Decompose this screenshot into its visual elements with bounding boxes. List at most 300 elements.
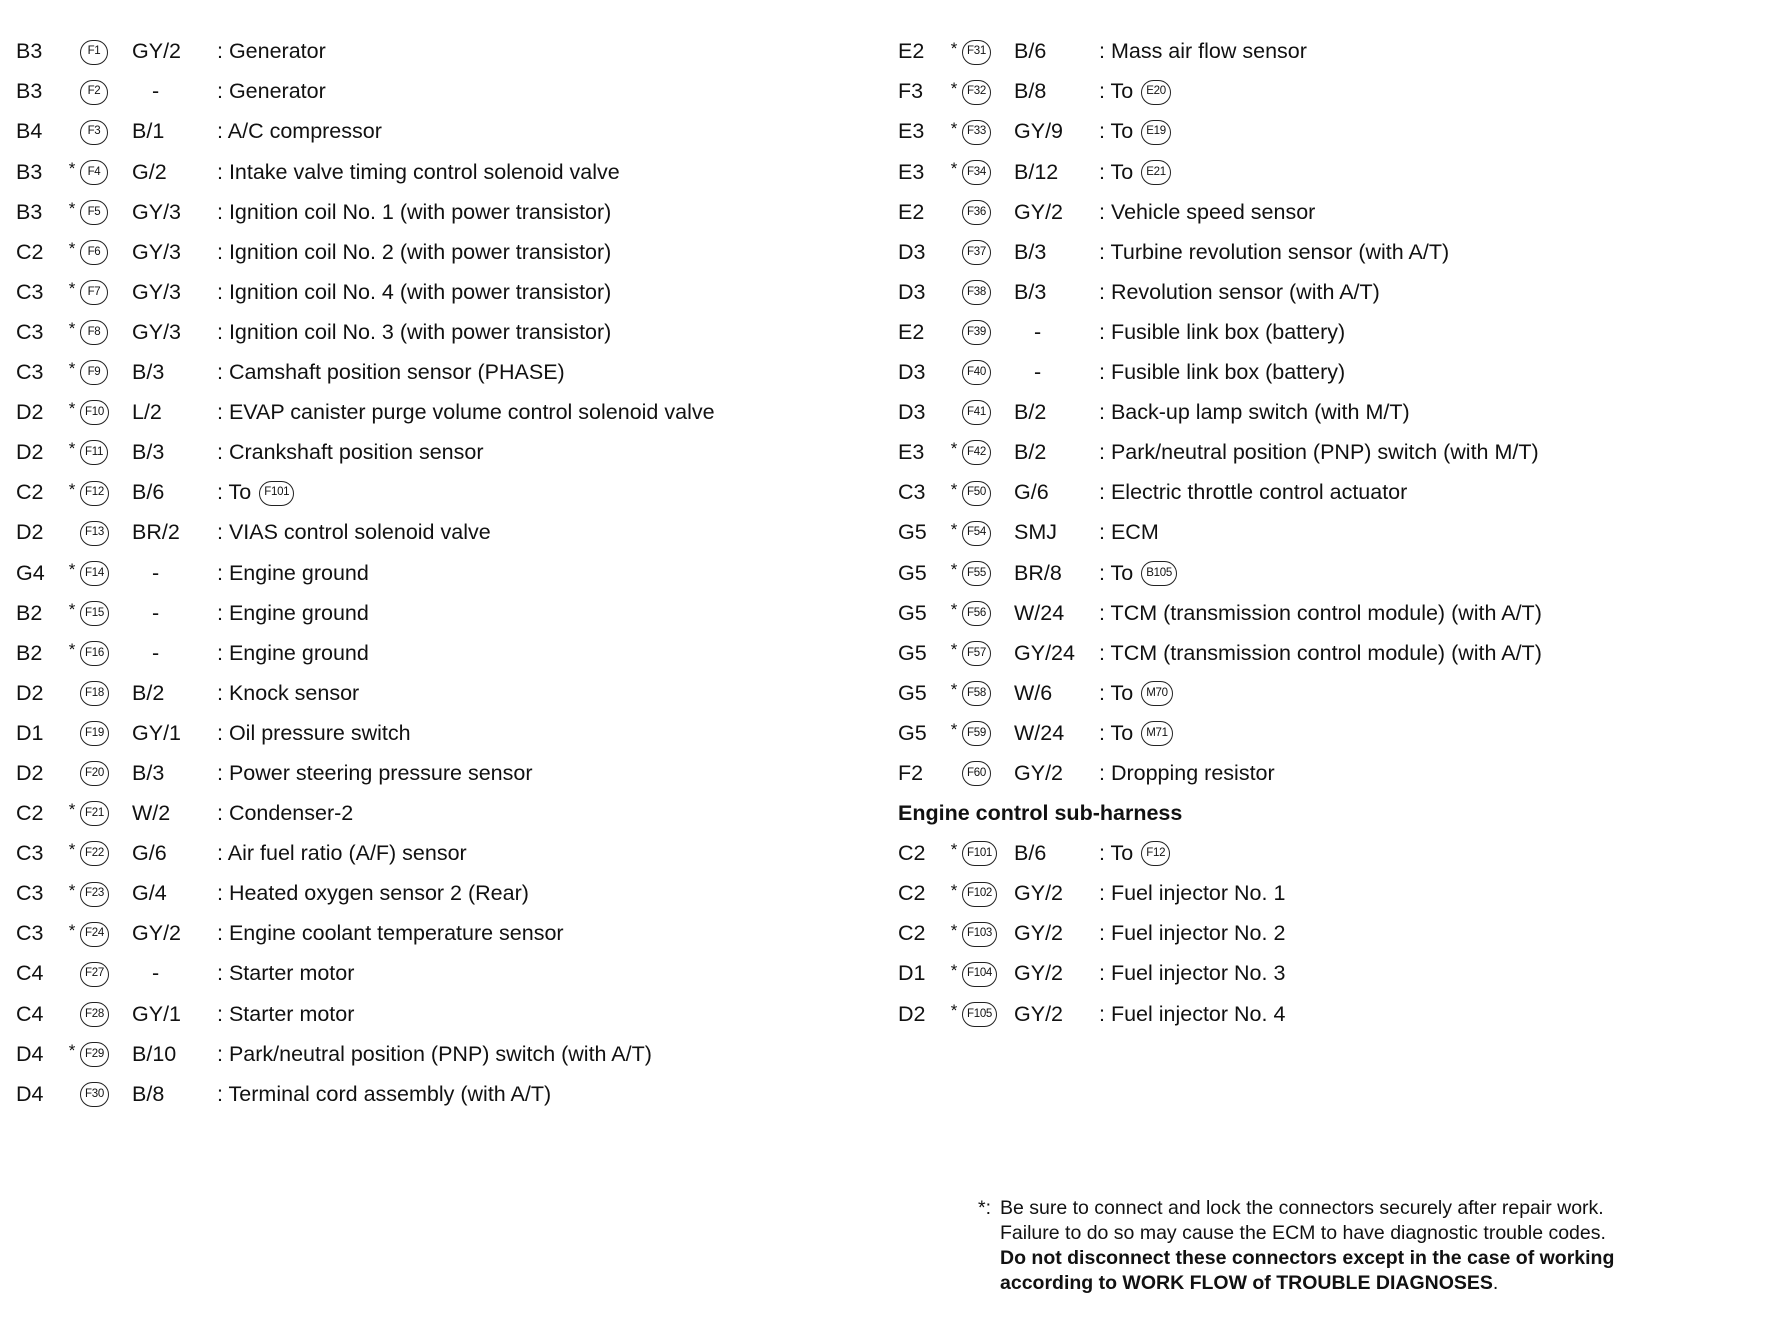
connector-badge: F8: [80, 320, 108, 345]
grid-reference: D1: [898, 961, 926, 986]
description-cell: [217, 362, 565, 384]
description: : Ignition coil No. 3 (with power transistor): [217, 319, 612, 344]
grid-reference: C3: [16, 360, 44, 385]
connector-cell: [962, 882, 1014, 907]
description: : Fusible link box (battery): [1099, 319, 1346, 344]
connector-cell: [962, 561, 1014, 586]
grid-reference: C2: [16, 801, 44, 826]
connector-code: B/8: [132, 1081, 165, 1106]
description-cell: [1099, 963, 1285, 985]
sub-harness-heading: Engine control sub-harness: [898, 801, 1183, 826]
asterisk-mark: *: [68, 1040, 76, 1060]
grid-reference: C2: [898, 881, 926, 906]
connector-cell: [962, 641, 1014, 666]
asterisk-mark: *: [68, 599, 76, 619]
description-cell: [217, 1041, 652, 1066]
description: : To: [1099, 119, 1134, 144]
connector-row: [898, 112, 1542, 152]
description: : Back-up lamp switch (with M/T): [1099, 400, 1410, 425]
connector-badge: F29: [80, 1042, 109, 1067]
description-cell: [1099, 482, 1407, 504]
grid-reference: C3: [16, 921, 44, 946]
connector-row: [16, 353, 715, 393]
connector-cell: [962, 400, 1014, 425]
connector-cell: [80, 841, 132, 866]
connector-code: GY/24: [1014, 640, 1075, 665]
grid-reference: G4: [16, 560, 45, 585]
connector-row: [16, 433, 715, 473]
connector-code: B/1: [132, 119, 165, 144]
connector-cell: [80, 360, 132, 385]
connector-code: GY/2: [1014, 1001, 1063, 1026]
description-cell: [217, 481, 294, 506]
sub-harness-rows: [898, 834, 1542, 1034]
description: : Ignition coil No. 2 (with power transistor): [217, 239, 612, 264]
description: : To: [217, 480, 252, 505]
footnote-mark: *:: [978, 1197, 992, 1219]
description: : Engine coolant temperature sensor: [217, 921, 564, 946]
connector-badge: F32: [962, 80, 991, 105]
connector-row: [16, 72, 715, 112]
description-cell: [1099, 402, 1410, 424]
description: : Engine ground: [217, 600, 369, 625]
grid-reference: C2: [16, 480, 44, 505]
connector-cell: [962, 721, 1014, 746]
grid-reference: C2: [16, 239, 44, 264]
description-cell: [217, 159, 620, 184]
description-cell: [217, 600, 369, 625]
connector-badge: F22: [80, 841, 109, 866]
connector-row: [898, 32, 1542, 72]
description-cell: [217, 522, 491, 544]
connector-code: B/3: [1014, 239, 1047, 264]
connector-badge: F33: [962, 120, 991, 145]
connector-cell: [80, 962, 132, 987]
description: : Turbine revolution sensor (with A/T): [1099, 239, 1450, 264]
description-cell: [1099, 80, 1171, 105]
footnote-period: .: [1492, 1272, 1499, 1294]
connector-badge: F4: [80, 160, 108, 185]
connector-badge: F36: [962, 200, 991, 225]
connector-cell: [80, 280, 132, 305]
connector-row: [898, 313, 1542, 353]
grid-reference: B3: [16, 199, 43, 224]
connector-row: [898, 473, 1542, 513]
grid-reference: B4: [16, 119, 43, 144]
description: : Fuel injector No. 4: [1099, 1001, 1286, 1026]
description-cell: [1099, 41, 1307, 63]
connector-badge: F38: [962, 280, 991, 305]
grid-reference: D2: [16, 440, 44, 465]
connector-code: B/6: [1014, 39, 1047, 64]
connector-badge: F60: [962, 761, 991, 786]
connector-badge: F12: [80, 481, 109, 506]
grid-reference: G5: [898, 600, 927, 625]
grid-reference: C2: [898, 841, 926, 866]
connector-cell: [962, 761, 1014, 786]
asterisk-mark: *: [950, 118, 958, 138]
connector-row: [898, 433, 1542, 473]
connector-badge: F24: [80, 922, 109, 947]
asterisk-mark: *: [950, 920, 958, 940]
footnote: [978, 1196, 1615, 1296]
connector-code: GY/9: [1014, 119, 1063, 144]
footnote-warning-line-wrap: [1000, 1271, 1614, 1296]
connector-badge: F23: [80, 882, 109, 907]
description-cell: [1099, 319, 1346, 344]
description-cell: [217, 199, 612, 224]
asterisk-mark: *: [950, 38, 958, 58]
connector-badge: F41: [962, 400, 991, 425]
connector-badge: F56: [962, 601, 991, 626]
grid-reference: G5: [898, 560, 927, 585]
description: : Starter motor: [217, 1001, 355, 1026]
asterisk-mark: *: [950, 559, 958, 579]
connector-badge: F5: [80, 200, 108, 225]
connector-code: B/12: [1014, 159, 1059, 184]
connector-row: [898, 393, 1542, 433]
connector-cell: [962, 922, 1014, 947]
connector-code: BR/8: [1014, 560, 1062, 585]
connector-cell: [80, 400, 132, 425]
description: : Fuel injector No. 2: [1099, 921, 1286, 946]
grid-reference: E2: [898, 319, 925, 344]
description-cell: [1099, 199, 1316, 224]
connector-code: G/6: [1014, 480, 1049, 505]
connector-row: [898, 593, 1542, 633]
connector-code: -: [1034, 319, 1042, 344]
left-column: [16, 32, 715, 1115]
grid-reference: E3: [898, 159, 925, 184]
description: : Condenser-2: [217, 801, 354, 826]
connector-code: B/8: [1014, 79, 1047, 104]
connector-cell: [80, 200, 132, 225]
description: : Park/neutral position (PNP) switch (with A/T): [217, 1041, 652, 1066]
connector-cell: [962, 120, 1014, 145]
description: : Ignition coil No. 1 (with power transistor): [217, 199, 612, 224]
connector-badge: F58: [962, 681, 991, 706]
asterisk-mark: *: [950, 519, 958, 539]
footnote-line: Be sure to connect and lock the connectors securely after repair work.: [1000, 1197, 1604, 1219]
grid-reference: C3: [16, 279, 44, 304]
connector-cell: [962, 601, 1014, 626]
connector-cell: [80, 681, 132, 706]
connector-row: [16, 593, 715, 633]
description-cell: [1099, 681, 1173, 706]
description-cell: [217, 803, 353, 825]
description-cell: [1099, 442, 1539, 464]
connector-row: [898, 914, 1542, 954]
description: : To: [1099, 159, 1134, 184]
description-cell: [1099, 760, 1275, 785]
description-cell: [1099, 279, 1380, 304]
connector-code: B/6: [132, 480, 165, 505]
connector-row: [16, 473, 715, 513]
connector-code: -: [152, 79, 160, 104]
connector-code: GY/2: [1014, 961, 1063, 986]
connector-badge: F37: [962, 240, 991, 265]
description: : Generator: [217, 39, 326, 64]
description-cell: [217, 442, 484, 464]
connector-badge: F11: [80, 440, 108, 465]
connector-badge: F57: [962, 641, 991, 666]
connector-code: W/24: [1014, 720, 1065, 745]
connector-code: B/10: [132, 1041, 177, 1066]
asterisk-mark: *: [68, 920, 76, 940]
asterisk-mark: *: [950, 960, 958, 980]
grid-reference: D2: [16, 400, 44, 425]
connector-cell: [80, 641, 132, 666]
grid-reference: G5: [898, 680, 927, 705]
description: : Knock sensor: [217, 680, 360, 705]
description-cell: [217, 1081, 552, 1106]
description-cell: [1099, 883, 1285, 905]
description: : A/C compressor: [217, 119, 382, 144]
connector-cell: [80, 882, 132, 907]
description-cell: [217, 81, 326, 103]
asterisk-mark: *: [68, 319, 76, 339]
grid-reference: E3: [898, 119, 925, 144]
to-connector-badge: F12: [1141, 841, 1170, 866]
grid-reference: C3: [16, 841, 44, 866]
to-connector-badge: M70: [1141, 681, 1172, 706]
connector-cell: [80, 120, 132, 145]
asterisk-mark: *: [68, 399, 76, 419]
description: : Ignition coil No. 4 (with power transistor): [217, 279, 612, 304]
connector-cell: [80, 1042, 132, 1067]
asterisk-mark: *: [68, 239, 76, 259]
description: : Engine ground: [217, 640, 369, 665]
footnote-warning-line: according to WORK FLOW of TROUBLE DIAGNOSES: [1000, 1272, 1493, 1294]
connector-row: [898, 513, 1542, 553]
connector-code: GY/2: [132, 39, 181, 64]
asterisk-mark: *: [950, 1000, 958, 1020]
connector-code: GY/3: [132, 199, 181, 224]
asterisk-mark: *: [68, 840, 76, 860]
grid-reference: B2: [16, 640, 43, 665]
connector-code: -: [152, 640, 160, 665]
description-cell: [217, 1001, 355, 1026]
connector-code: B/3: [132, 360, 165, 385]
description-cell: [217, 402, 715, 424]
connector-badge: F28: [80, 1002, 109, 1027]
grid-reference: D2: [898, 1001, 926, 1026]
description: : Generator: [217, 79, 326, 104]
grid-reference: D3: [898, 279, 926, 304]
connector-cell: [80, 240, 132, 265]
description: : Fusible link box (battery): [1099, 360, 1346, 385]
connector-badge: F30: [80, 1082, 109, 1107]
connector-code: -: [152, 600, 160, 625]
connector-cell: [962, 200, 1014, 225]
description-cell: [1099, 923, 1285, 945]
description-cell: [1099, 600, 1542, 625]
connector-badge: F101: [962, 841, 997, 866]
asterisk-mark: *: [68, 479, 76, 499]
grid-reference: G5: [898, 640, 927, 665]
connector-cell: [80, 40, 132, 65]
connector-code: B/3: [132, 760, 165, 785]
connector-code: G/6: [132, 841, 167, 866]
asterisk-mark: *: [68, 559, 76, 579]
grid-reference: D4: [16, 1081, 44, 1106]
description: : Heated oxygen sensor 2 (Rear): [217, 881, 529, 906]
description-cell: [1099, 1001, 1286, 1026]
connector-badge: F6: [80, 240, 108, 265]
connector-code: G/2: [132, 159, 167, 184]
connector-row: [16, 714, 715, 754]
connector-cell: [962, 521, 1014, 546]
grid-reference: D4: [16, 1041, 44, 1066]
connector-badge: F21: [80, 801, 109, 826]
connector-code: BR/2: [132, 520, 180, 545]
connector-code: GY/1: [132, 1001, 181, 1026]
asterisk-mark: *: [950, 158, 958, 178]
connector-badge: F34: [962, 160, 991, 185]
connector-row: [16, 954, 715, 994]
connector-cell: [962, 841, 1014, 866]
connector-badge: F15: [80, 601, 109, 626]
asterisk-mark: *: [950, 840, 958, 860]
connector-row: [898, 72, 1542, 112]
to-connector-badge: M71: [1141, 721, 1172, 746]
description: : Fuel injector No. 3: [1099, 961, 1286, 986]
connector-row: [898, 633, 1542, 673]
connector-code: B/2: [1014, 440, 1047, 465]
connector-badge: F2: [80, 80, 108, 105]
connector-code: B/2: [132, 680, 165, 705]
description-cell: [1099, 561, 1177, 586]
grid-reference: D2: [16, 520, 44, 545]
connector-row: [16, 834, 715, 874]
connector-row: [898, 674, 1542, 714]
grid-reference: D3: [898, 239, 926, 264]
grid-reference: E2: [898, 199, 925, 224]
description-cell: [217, 843, 467, 865]
asterisk-mark: *: [68, 439, 76, 459]
connector-row: [898, 714, 1542, 754]
connector-badge: F18: [80, 681, 109, 706]
connector-badge: F1: [80, 40, 108, 65]
connector-code: GY/3: [132, 279, 181, 304]
grid-reference: C3: [16, 319, 44, 344]
connector-badge: F7: [80, 280, 108, 305]
asterisk-mark: *: [68, 279, 76, 299]
connector-row: [16, 754, 715, 794]
connector-row: [16, 1034, 715, 1074]
right-column: [898, 32, 1542, 1034]
description-cell: [217, 760, 533, 785]
description-cell: [1099, 362, 1345, 384]
grid-reference: E2: [898, 39, 925, 64]
connector-code: GY/3: [132, 239, 181, 264]
grid-reference: C2: [898, 921, 926, 946]
to-connector-badge: F101: [259, 481, 294, 506]
connector-row: [898, 954, 1542, 994]
connector-row: [898, 834, 1542, 874]
description-cell: [1099, 640, 1542, 665]
connector-row: [16, 32, 715, 72]
connector-row: [898, 553, 1542, 593]
connector-row: [16, 994, 715, 1034]
grid-reference: D1: [16, 720, 44, 745]
connector-row: [898, 994, 1542, 1034]
description-cell: [1099, 522, 1159, 544]
description-cell: [217, 560, 369, 585]
asterisk-mark: *: [68, 800, 76, 820]
connector-cell: [962, 80, 1014, 105]
connector-badge: F9: [80, 360, 108, 385]
asterisk-mark: *: [950, 880, 958, 900]
description: : Dropping resistor: [1099, 760, 1275, 785]
connector-code: B/3: [1014, 279, 1047, 304]
description: : Engine ground: [217, 560, 369, 585]
footnote-line: Failure to do so may cause the ECM to have diagnostic trouble codes.: [1000, 1222, 1606, 1244]
connector-cell: [80, 601, 132, 626]
connector-cell: [80, 1082, 132, 1107]
connector-badge: F103: [962, 922, 997, 947]
grid-reference: F3: [898, 79, 924, 104]
connector-row: [16, 273, 715, 313]
connector-badge: F104: [962, 962, 997, 987]
asterisk-mark: *: [68, 198, 76, 218]
description: : Terminal cord assembly (with A/T): [217, 1081, 552, 1106]
connector-row: [16, 633, 715, 673]
description-cell: [217, 279, 612, 304]
connector-cell: [962, 481, 1014, 506]
grid-reference: G5: [898, 720, 927, 745]
connector-code: GY/2: [1014, 199, 1063, 224]
connector-code: GY/3: [132, 319, 181, 344]
connector-badge: F13: [80, 521, 109, 546]
connector-row: [898, 232, 1542, 272]
description-cell: [217, 319, 612, 344]
asterisk-mark: *: [950, 680, 958, 700]
description: : To: [1099, 720, 1134, 745]
description-cell: [1099, 120, 1171, 145]
description-cell: [217, 680, 360, 705]
to-connector-badge: E21: [1141, 160, 1171, 185]
to-connector-badge: E20: [1141, 80, 1171, 105]
connector-badge: F50: [962, 481, 991, 506]
grid-reference: C3: [898, 480, 926, 505]
grid-reference: B2: [16, 600, 43, 625]
description: : Air fuel ratio (A/F) sensor: [217, 841, 467, 866]
connector-row: [898, 192, 1542, 232]
connector-code: -: [152, 560, 160, 585]
connector-row: [16, 513, 715, 553]
connector-badge: F39: [962, 320, 991, 345]
connector-badge: F19: [80, 721, 109, 746]
connector-row: [16, 674, 715, 714]
connector-code: GY/1: [132, 720, 181, 745]
connector-cell: [80, 801, 132, 826]
description-cell: [217, 720, 411, 745]
grid-reference: G5: [898, 520, 927, 545]
description: : To: [1099, 680, 1134, 705]
connector-badge: F40: [962, 360, 991, 385]
description: : TCM (transmission control module) (with A/T): [1099, 640, 1542, 665]
grid-reference: C4: [16, 1001, 44, 1026]
connector-row: [898, 152, 1542, 192]
connector-cell: [962, 320, 1014, 345]
connector-badge: F59: [962, 721, 991, 746]
description-cell: [217, 121, 382, 143]
connector-cell: [962, 440, 1014, 465]
grid-reference: C4: [16, 961, 44, 986]
asterisk-mark: *: [68, 880, 76, 900]
description: : VIAS control solenoid valve: [217, 520, 491, 545]
